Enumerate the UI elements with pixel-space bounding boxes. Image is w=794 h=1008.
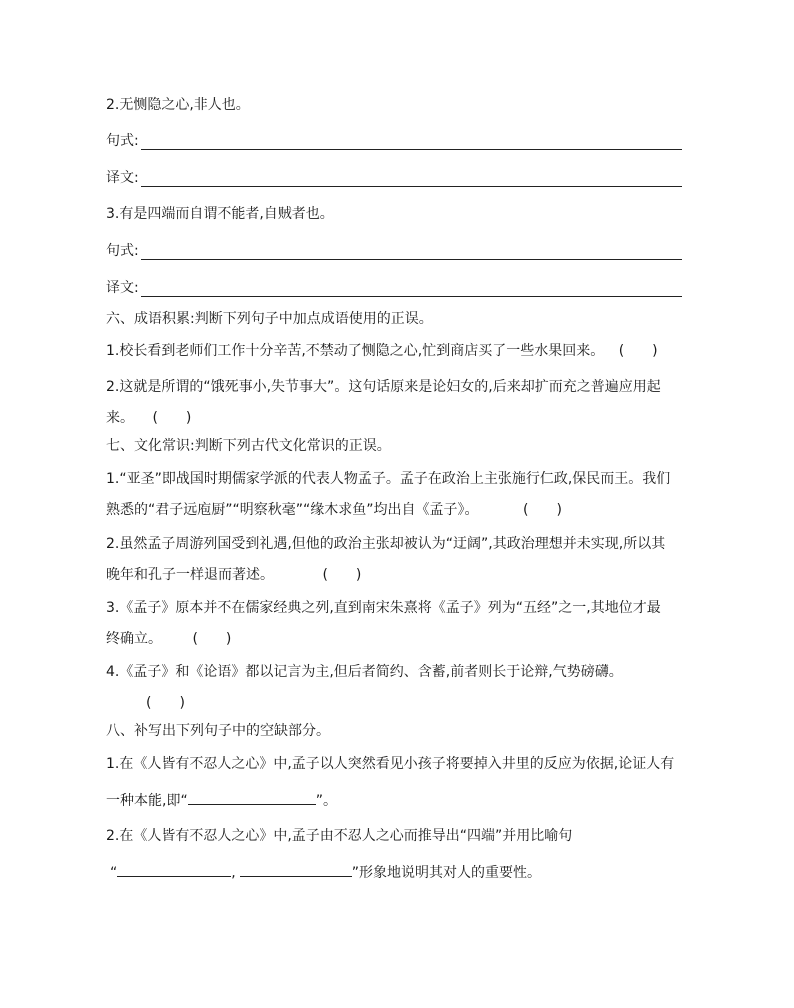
fill-blank[interactable] bbox=[188, 791, 316, 805]
question-8-2-line2 bbox=[110, 863, 541, 882]
question-6-1 bbox=[106, 342, 658, 360]
question-8-2-line1: 2.在《人皆有不忍人之心》中,孟子由不忍人之心而推导出“四端”并用比喻句 bbox=[106, 828, 573, 844]
question-7-3-line2 bbox=[106, 630, 231, 648]
question-5-2: 2.无恻隐之心,非人也。 bbox=[106, 97, 250, 113]
question-8-1-line2 bbox=[106, 791, 337, 810]
answer-paren[interactable]: ( ) bbox=[152, 410, 192, 426]
question-7-1-line1: 1.“亚圣”即战国时期儒家学派的代表人物孟子。孟子在政治上主张施行仁政,保民而王。我们 bbox=[106, 471, 671, 487]
question-7-4-line2 bbox=[146, 694, 185, 712]
section-6-heading: 六、成语积累:判断下列句子中加点成语使用的正误。 bbox=[106, 311, 433, 327]
pattern-label: 句式: bbox=[106, 133, 139, 149]
question-7-2-text: 晚年和孔子一样退而著述。 bbox=[106, 567, 274, 583]
question-6-2-text: 来。 bbox=[106, 410, 134, 426]
question-8-1-line1: 1.在《人皆有不忍人之心》中,孟子以人突然看见小孩子将要掉入井里的反应为依据,论证人有 bbox=[106, 756, 675, 772]
comma: , bbox=[231, 865, 236, 881]
answer-paren[interactable]: ( ) bbox=[192, 631, 232, 647]
answer-paren[interactable]: ( ) bbox=[146, 695, 185, 711]
question-8-1-pre: 一种本能,即“ bbox=[106, 793, 188, 809]
fill-blank[interactable] bbox=[240, 863, 352, 877]
question-7-1-text: 熟悉的“君子远庖厨”“明察秋毫”“缘木求鱼”均出自《孟子》。 bbox=[106, 502, 479, 518]
section-8-heading: 八、补写出下列句子中的空缺部分。 bbox=[106, 723, 330, 739]
question-7-1-line2 bbox=[106, 501, 562, 519]
question-5-3: 3.有是四端而自谓不能者,自贼者也。 bbox=[106, 206, 334, 222]
answer-paren[interactable]: ( ) bbox=[618, 343, 658, 359]
open-quote: “ bbox=[110, 865, 118, 881]
answer-row-5-2-pattern[interactable] bbox=[106, 132, 682, 150]
answer-line[interactable] bbox=[141, 246, 682, 260]
answer-paren[interactable]: ( ) bbox=[322, 567, 362, 583]
section-7-heading: 七、文化常识:判断下列古代文化常识的正误。 bbox=[106, 438, 391, 454]
fill-blank[interactable] bbox=[117, 863, 231, 877]
answer-line[interactable] bbox=[141, 136, 682, 150]
translation-label: 译文: bbox=[106, 170, 139, 186]
question-7-3-text: 终确立。 bbox=[106, 631, 162, 647]
question-7-3-line1: 3.《孟子》原本并不在儒家经典之列,直到南宋朱熹将《孟子》列为“五经”之一,其地位才最 bbox=[106, 600, 661, 616]
question-7-4-line1: 4.《孟子》和《论语》都以记言为主,但后者简约、含蓄,前者则长于论辩,气势磅礴。 bbox=[106, 664, 623, 680]
answer-row-5-2-translation[interactable] bbox=[106, 169, 682, 187]
question-8-2-post: ”形象地说明其对人的重要性。 bbox=[351, 865, 541, 881]
translation-label: 译文: bbox=[106, 280, 139, 296]
answer-line[interactable] bbox=[141, 173, 682, 187]
question-6-2-line2 bbox=[106, 409, 191, 427]
answer-row-5-3-pattern[interactable] bbox=[106, 242, 682, 260]
answer-line[interactable] bbox=[141, 283, 682, 297]
answer-row-5-3-translation[interactable] bbox=[106, 279, 682, 297]
question-8-1-post: ”。 bbox=[315, 793, 337, 809]
question-6-1-text: 1.校长看到老师们工作十分辛苦,不禁动了恻隐之心,忙到商店买了一些水果回来。 bbox=[106, 343, 605, 359]
question-7-2-line2 bbox=[106, 566, 361, 584]
pattern-label: 句式: bbox=[106, 243, 139, 259]
question-6-2-line1: 2.这就是所谓的“饿死事小,失节事大”。这句话原来是论妇女的,后来却扩而充之普遍应用起 bbox=[106, 379, 661, 395]
answer-paren[interactable]: ( ) bbox=[522, 502, 562, 518]
question-7-2-line1: 2.虽然孟子周游列国受到礼遇,但他的政治主张却被认为“迂阔”,其政治理想并未实现,所以其 bbox=[106, 536, 666, 552]
